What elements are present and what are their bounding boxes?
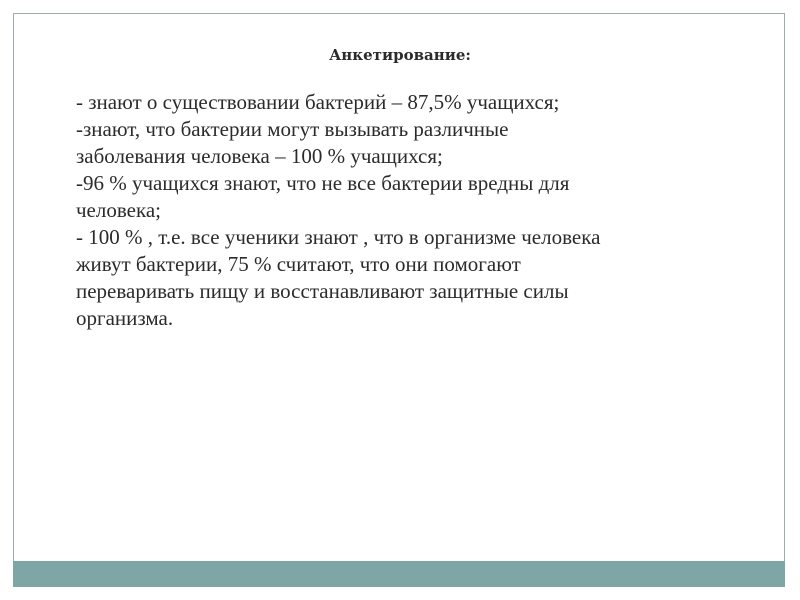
text-line: -96 % учащихся знают, что не все бактерии вредны для — [76, 171, 570, 195]
text-line: -знают, что бактерии могут вызывать различные — [76, 117, 509, 141]
survey-results-text — [76, 89, 716, 332]
text-line: заболевания человека – 100 % учащихся; — [76, 144, 443, 168]
slide-title: Анкетирование: — [329, 46, 471, 64]
text-line: организма. — [76, 306, 174, 330]
text-line: - знают о существовании бактерий – 87,5% учащихся; — [76, 90, 560, 114]
text-line: живут бактерии, 75 % считают, что они помогают — [76, 252, 521, 276]
text-line: - 100 % , т.е. все ученики знают , что в организме человека — [76, 225, 601, 249]
footer-band — [13, 561, 785, 587]
text-line: переваривать пищу и восстанавливают защитные силы — [76, 279, 569, 303]
text-line: человека; — [76, 198, 162, 222]
